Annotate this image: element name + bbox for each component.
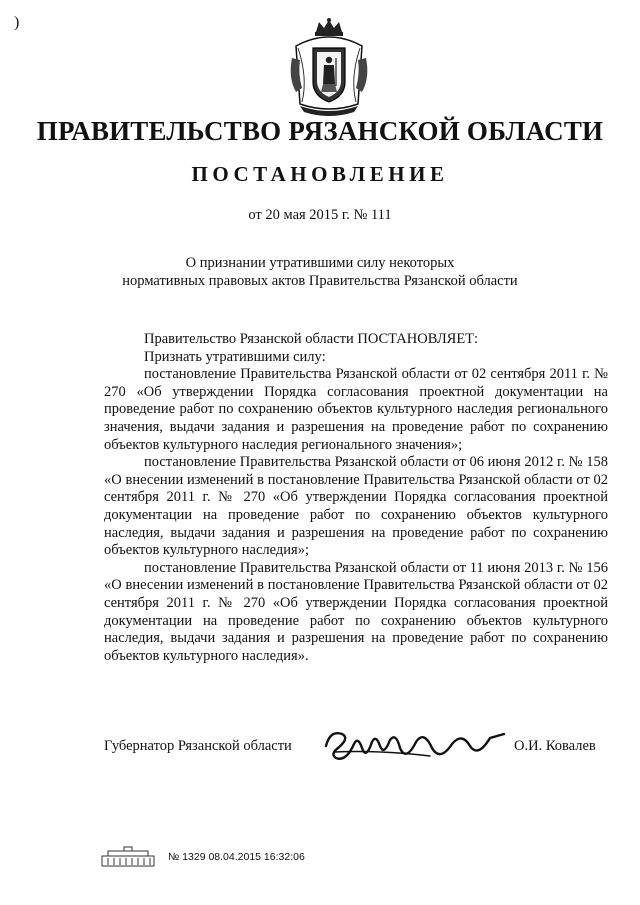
coat-of-arms-icon [288,18,370,118]
date-line: от 20 мая 2015 г. № 111 [248,207,392,223]
list-item: постановление Правительства Рязанской области от 02 сентября 2011 г. № 270 «Об утверждении Порядка согласования проектной документации на проведение работ по сохранению объектов культурного наследия регионального значения, выдачи задания и разрешения на проведение работ по сохранению объектов культурного наследия регионального значения»; [104,366,608,453]
building-stamp-icon [100,846,156,868]
body-text [104,331,608,665]
subject-line-2: нормативных правовых актов Правительства Рязанской области [122,273,518,289]
corner-mark: ) [14,14,20,31]
signer-position: Губернатор Рязанской области [104,738,292,754]
recognize-paragraph: Признать утратившими силу: [144,348,326,365]
document-type: ПОСТАНОВЛЕНИЕ [191,162,449,186]
handwritten-signature [320,722,510,770]
signer-name: О.И. Ковалев [514,738,596,754]
list-item: постановление Правительства Рязанской области от 06 июня 2012 г. № 158 «О внесении изменений в постановление Правительства Рязанской области от 02 сентября 2011 г. № 270 «Об утверждении Порядка согласования проектной документации на проведение работ по сохранению объектов культурного наследия, выдачи задания и разрешения на проведение работ по сохранению объектов культурного наследия»; [104,454,608,559]
list-item: постановление Правительства Рязанской области от 11 июня 2013 г. № 156 «О внесении изменений в постановление Правительства Рязанской области от 02 сентября 2011 г. № 270 «Об утверждении Порядка согласования проектной документации на проведение работ по сохранению объектов культурного наследия, выдачи задания и разрешения на проведение работ по сохранению объектов культурного наследия». [104,559,608,664]
organization-title: ПРАВИТЕЛЬСТВО РЯЗАНСКОЙ ОБЛАСТИ [36,116,604,146]
intro-paragraph: Правительство Рязанской области ПОСТАНОВЛЯЕТ: [144,331,479,347]
registration-stamp: № 1329 08.04.2015 16:32:06 [168,851,305,863]
subject-block [0,254,640,290]
subject-line-1: О признании утратившими силу некоторых [185,255,455,271]
